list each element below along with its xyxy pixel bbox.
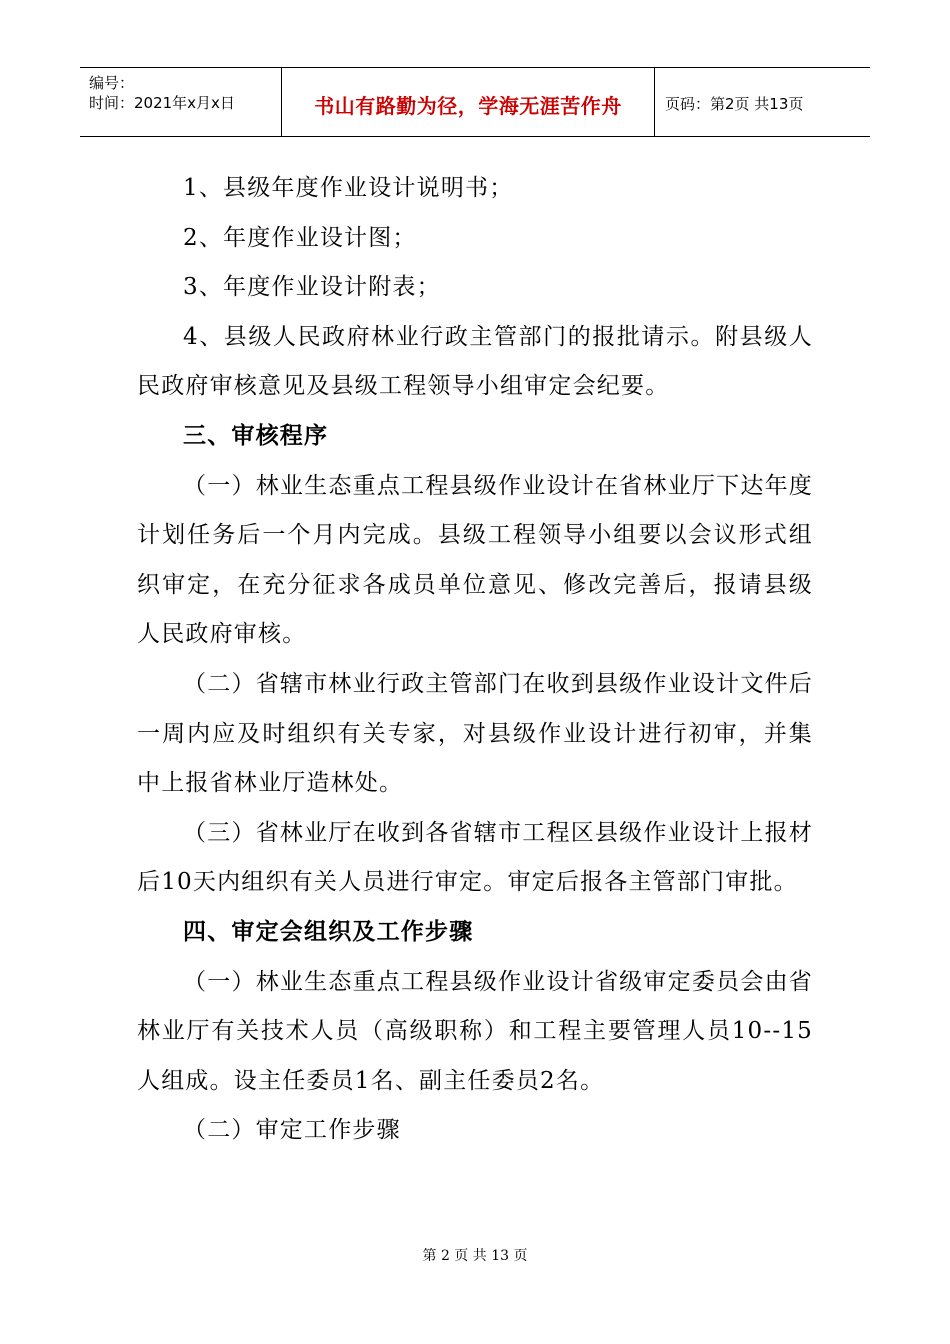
header-meta (89, 73, 235, 113)
paragraph: 3、年度作业设计附表； (183, 274, 441, 301)
paragraph: （二）审定工作步骤 (183, 1117, 401, 1144)
paragraph: 4、县级人民政府林业行政主管部门的报批请示。附县级人民政府审核意见及县级工程领导小组审定会纪要。 (137, 323, 813, 400)
header-page-info: 页码：第2页 共13页 (665, 95, 804, 113)
paragraph: （一）林业生态重点工程县级作业设计省级审定委员会由省林业厅有关技术人员（高级职称）和工程主要管理人员10--15人组成。设主任委员1名、副主任委员2名。 (137, 968, 813, 1094)
page-header (80, 67, 870, 137)
section-heading: 四、审定会组织及工作步骤 (183, 918, 474, 945)
paragraph: （一）林业生态重点工程县级作业设计在省林业厅下达年度计划任务后一个月内完成。县级工程领导小组要以会议形式组织审定，在充分征求各成员单位意见、修改完善后，报请县级人民政府审核。 (137, 472, 813, 648)
document-number-label: 编号： (89, 74, 135, 92)
paragraph: （二）省辖市林业行政主管部门在收到县级作业设计文件后一周内应及时组织有关专家，对县级作业设计进行初审，并集中上报省林业厅造林处。 (137, 670, 813, 797)
document-body (137, 164, 813, 1156)
document-date-label: 时间：2021年x月x日 (89, 94, 235, 112)
header-divider (654, 68, 655, 136)
paragraph: （三）省林业厅在收到各省辖市工程区县级作业设计上报材后10天内组织有关人员进行审定。审定后报各主管部门审批。 (137, 819, 813, 896)
header-motto: 书山有路勤为径，学海无涯苦作舟 (314, 94, 622, 118)
paragraph: 2、年度作业设计图； (183, 224, 417, 251)
page-footer: 第 2 页 共 13 页 (422, 1248, 528, 1264)
section-heading: 三、审核程序 (183, 422, 329, 449)
paragraph: 1、县级年度作业设计说明书； (183, 175, 514, 201)
